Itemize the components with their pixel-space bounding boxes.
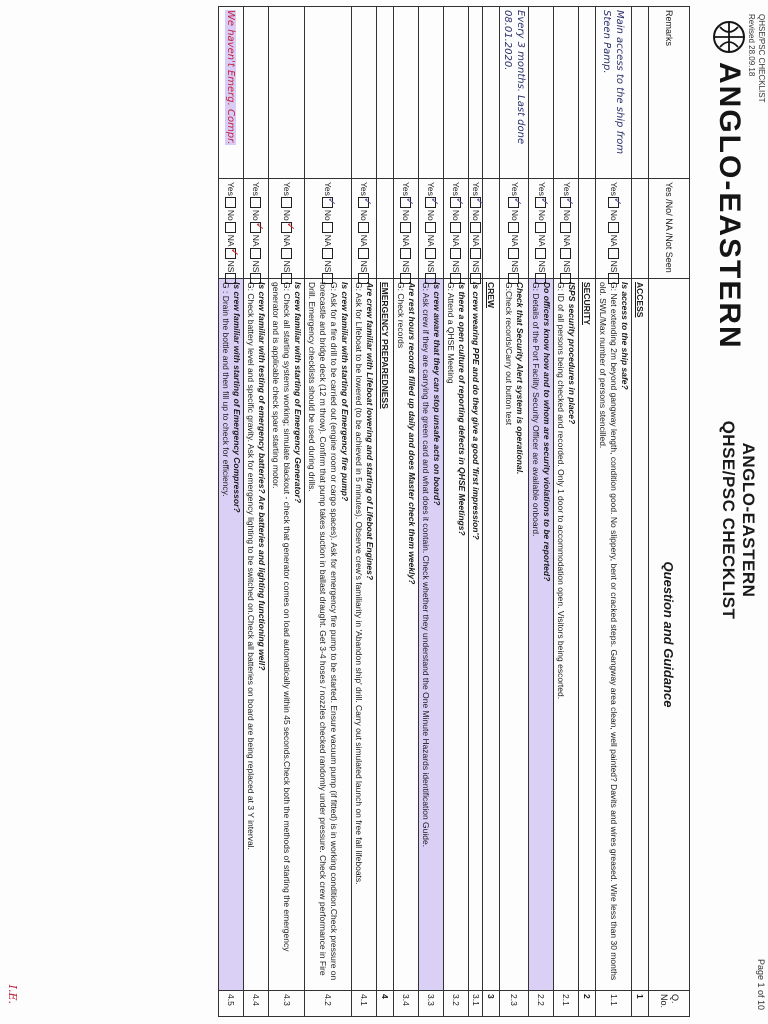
ns-label: NS (471, 260, 481, 273)
no-label: No (401, 209, 412, 221)
na-label: NA (451, 234, 462, 247)
yes-label: Yes (359, 182, 370, 196)
no-label: No (426, 209, 437, 221)
na-label: NA (536, 234, 547, 247)
question-number: 4.2 (304, 991, 351, 1017)
footer-doc-info (746, 14, 766, 102)
question-title: Do officers know how and to whom are security violations to be reported? (542, 282, 552, 582)
question-guidance: G: Ask for a fire drill to be carried out (engine room or cargo spaces). Ask for emergency fire pump to be started. Ensure vacuum pump (if fitted) is in working condition.Check pressure on forecastle and bridge deck (12 m throw). Confirm that pump takes suction in ballast draught. Get 3-4 hoses / nozzles checked randomly under pressure. Check crew performance in Fire Drill. Emergency checklists should be used during drills. (306, 282, 339, 981)
question-guidance: G: Check battery level and specific gravity. Ask for emergency lighting to be switched on.Check all batteries on board are being replaced at 3 Y interval. (245, 282, 256, 850)
question-row (468, 7, 482, 1017)
question-row (529, 7, 554, 1017)
no-checkbox[interactable] (225, 222, 236, 233)
remarks-cell[interactable] (554, 7, 579, 179)
ns-label: NS (226, 260, 237, 273)
no-checkbox[interactable] (358, 222, 369, 233)
remarks-cell[interactable] (218, 7, 243, 179)
no-checkbox[interactable] (281, 222, 292, 233)
question-cell (443, 279, 468, 991)
question-title: Is crew familiar with testing of emergency batteries? Are batteries and lighting functioning well? (256, 282, 267, 671)
question-row (304, 7, 351, 1017)
section-number: 3 (483, 991, 500, 1017)
remarks-cell[interactable] (443, 7, 468, 179)
no-label: No (323, 209, 334, 221)
na-label: NA (359, 234, 370, 247)
checklist-body (218, 7, 648, 1017)
yes-checkbox[interactable] (250, 197, 261, 208)
question-header: Question and Guidance (649, 279, 690, 991)
answer-cell (529, 179, 554, 279)
question-row (500, 7, 529, 1017)
inspector-signature: I.E. (6, 984, 19, 1004)
na-checkbox[interactable] (560, 248, 571, 259)
answer-cell (443, 179, 468, 279)
question-number: 4.1 (351, 991, 376, 1017)
checklist-table (218, 6, 690, 1017)
no-label: No (359, 209, 370, 221)
ns-checkbox[interactable] (560, 273, 571, 284)
ns-checkbox[interactable] (358, 273, 369, 284)
globe-logo-icon (712, 20, 746, 54)
yes-checkbox[interactable] (535, 197, 546, 208)
question-title: Is crew familiar with starting of Emergency fire pump? (339, 282, 350, 502)
answer-cell (268, 179, 304, 279)
yes-label: Yes (401, 182, 412, 196)
answer-cell (351, 179, 376, 279)
no-label: No (451, 209, 462, 221)
brand-name: ANGLO-EASTERN (713, 62, 746, 350)
no-label: No (471, 209, 481, 221)
section-name: ACCESS (632, 279, 649, 991)
answer-cell (393, 179, 418, 279)
ns-label: NS (281, 260, 292, 273)
question-guidance: G: Net extending 2m beyond gangway length, condition good. No slippery, bent or cracked steps. Gangway area clean, well painted? Davits and wires greased. Wire less than 30 months old. SWL/Max number of persons stencilled. (598, 282, 619, 981)
yes-checkbox[interactable] (560, 197, 571, 208)
ns-checkbox[interactable] (608, 273, 619, 284)
yes-checkbox[interactable] (470, 197, 481, 208)
section-answer-cell (483, 179, 500, 279)
no-checkbox[interactable] (450, 222, 461, 233)
question-number: 2.1 (554, 991, 579, 1017)
na-checkbox[interactable] (400, 248, 411, 259)
remarks-cell[interactable] (268, 7, 304, 179)
title-company: ANGLO-EASTERN (739, 442, 758, 598)
no-checkbox[interactable] (470, 222, 481, 233)
na-checkbox[interactable] (425, 248, 436, 259)
remarks-cell[interactable] (418, 7, 443, 179)
section-name: EMERGENCY PREPAREDNESS (376, 279, 393, 991)
ns-label: NS (609, 260, 620, 273)
na-checkbox[interactable] (250, 248, 261, 259)
yes-checkbox[interactable] (425, 197, 436, 208)
question-row (218, 7, 243, 1017)
question-number: 3.3 (418, 991, 443, 1017)
question-number: 2.3 (500, 991, 529, 1017)
ns-label: NS (323, 260, 334, 273)
question-row (393, 7, 418, 1017)
answer-cell (596, 179, 632, 279)
no-checkbox[interactable] (400, 222, 411, 233)
question-guidance: G: Check records (395, 282, 406, 349)
question-cell (554, 279, 579, 991)
ns-checkbox[interactable] (322, 273, 333, 284)
question-title: ISPS security procedures in place? (567, 282, 577, 425)
section-row (376, 7, 393, 1017)
section-row (579, 7, 596, 1017)
na-checkbox[interactable] (470, 248, 481, 259)
yes-checkbox[interactable] (358, 197, 369, 208)
remarks-cell[interactable] (468, 7, 482, 179)
ns-label: NS (251, 260, 262, 273)
no-label: No (251, 209, 262, 221)
answer-header: Yes /No/ NA /Not Seen (649, 179, 690, 279)
ns-checkbox[interactable] (450, 273, 461, 284)
no-label: No (509, 209, 520, 221)
answer-cell (468, 179, 482, 279)
ns-checkbox[interactable] (400, 273, 411, 284)
question-guidance: G: ID of all persons being checked and recorded. Only 1 door to accommodation open. Visitors being escorted. (556, 282, 566, 700)
remarks-cell[interactable] (500, 7, 529, 179)
section-number: 4 (376, 991, 393, 1017)
question-cell (351, 279, 376, 991)
answer-cell (304, 179, 351, 279)
ns-checkbox[interactable] (281, 273, 292, 284)
no-checkbox[interactable] (322, 222, 333, 233)
na-checkbox[interactable] (450, 248, 461, 259)
question-row (243, 7, 268, 1017)
na-checkbox[interactable] (608, 248, 619, 259)
remarks-cell[interactable] (304, 7, 351, 179)
na-checkbox[interactable] (358, 248, 369, 259)
question-row (351, 7, 376, 1017)
remarks-cell[interactable] (529, 7, 554, 179)
yes-label: Yes (609, 182, 620, 196)
yes-checkbox[interactable] (322, 197, 333, 208)
na-label: NA (561, 234, 572, 247)
section-number: 1 (632, 991, 649, 1017)
question-guidance: G: Attend a QHSE Meeting (445, 282, 456, 384)
question-cell (218, 279, 243, 991)
yes-label: Yes (536, 182, 547, 196)
yes-label: Yes (426, 182, 437, 196)
ns-checkbox[interactable] (425, 273, 436, 284)
na-checkbox[interactable] (281, 248, 292, 259)
question-row (443, 7, 468, 1017)
remarks-cell[interactable] (393, 7, 418, 179)
no-label: No (561, 209, 572, 221)
section-answer-cell (376, 179, 393, 279)
no-checkbox[interactable] (560, 222, 571, 233)
no-label: No (281, 209, 292, 221)
question-cell (304, 279, 351, 991)
question-number: 4.3 (268, 991, 304, 1017)
ns-label: NS (509, 260, 520, 273)
na-checkbox[interactable] (225, 248, 236, 259)
answer-cell (500, 179, 529, 279)
section-remarks-cell (632, 7, 649, 179)
question-cell (393, 279, 418, 991)
yes-label: Yes (509, 182, 520, 196)
footer-page-number: Page 1 of 10 (756, 958, 766, 1010)
question-number: 4.5 (218, 991, 243, 1017)
section-row (632, 7, 649, 1017)
ns-label: NS (401, 260, 412, 273)
question-cell (500, 279, 529, 991)
yes-label: Yes (226, 182, 237, 196)
question-number: 3.2 (443, 991, 468, 1017)
ns-label: NS (359, 260, 370, 273)
footer-revision: Revised 28.09.18 (747, 14, 756, 77)
yes-label: Yes (451, 182, 462, 196)
no-label: No (536, 209, 547, 221)
question-guidance: G : Drain the bottle and then fill up to check for efficiency. (220, 282, 231, 497)
yes-label: Yes (323, 182, 334, 196)
ns-checkbox[interactable] (250, 273, 261, 284)
question-number: 3.1 (468, 991, 482, 1017)
section-answer-cell (632, 179, 649, 279)
question-cell (243, 279, 268, 991)
yes-checkbox[interactable] (225, 197, 236, 208)
question-title: Is crew familiar with starting of Emergency Generator? (292, 282, 303, 504)
remarks-text: We haven't Emerg. Compr. (225, 10, 237, 145)
na-checkbox[interactable] (535, 248, 546, 259)
question-cell (468, 279, 482, 991)
yes-checkbox[interactable] (508, 197, 519, 208)
no-checkbox[interactable] (508, 222, 519, 233)
na-label: NA (323, 234, 334, 247)
yes-checkbox[interactable] (400, 197, 411, 208)
na-label: NA (401, 234, 412, 247)
question-title: Is crew wearing PPE and do they give a good 'first impression'? (470, 282, 481, 540)
question-title: Check that Security Alert system is operational. (515, 282, 525, 475)
table-header-row (649, 7, 690, 1017)
question-title: Is crew aware that they can stop unsafe acts on board? (431, 282, 442, 506)
question-title: Are rest hours records filled up daily and does Master check them weekly? (406, 282, 417, 585)
question-guidance: G: Check all starting systems working; simulate blackout - check that generator comes on load automatically within 45 seconds.Check both the methods of starting the emergency generator and is applicable check spare starting motor. (270, 282, 292, 952)
no-checkbox[interactable] (425, 222, 436, 233)
question-guidance: G: Details of the Port Facility Security Officer are available onboard. (531, 282, 541, 537)
no-checkbox[interactable] (535, 222, 546, 233)
answer-cell (243, 179, 268, 279)
ns-checkbox[interactable] (535, 273, 546, 284)
number-header: Q. No. (649, 991, 690, 1017)
na-label: NA (281, 234, 292, 247)
na-label: NA (251, 234, 262, 247)
no-label: No (226, 209, 237, 221)
answer-cell (218, 179, 243, 279)
section-remarks-cell (376, 7, 393, 179)
section-row (483, 7, 500, 1017)
question-number: 4.4 (243, 991, 268, 1017)
question-guidance: G: Ask crew if they are carrying the green card and what does it contain. Check whether they understand the One Minute Hazards identification Guide. (420, 282, 431, 848)
section-number: 2 (579, 991, 596, 1017)
section-remarks-cell (483, 7, 500, 179)
section-name: CREW (483, 279, 500, 991)
answer-cell (554, 179, 579, 279)
remarks-header: Remarks (649, 7, 690, 179)
yes-label: Yes (281, 182, 292, 196)
footer-doc-name: QHSE/PSC CHECKLIST (757, 14, 766, 103)
question-cell (529, 279, 554, 991)
section-remarks-cell (579, 7, 596, 179)
section-answer-cell (579, 179, 596, 279)
yes-label: Yes (561, 182, 572, 196)
na-label: NA (509, 234, 520, 247)
question-guidance: G:Check records/Carry out button test (504, 282, 514, 426)
na-checkbox[interactable] (508, 248, 519, 259)
yes-checkbox[interactable] (281, 197, 292, 208)
question-cell (268, 279, 304, 991)
question-title: Is crew familiar with starting of Emergency Compressor? (231, 282, 242, 513)
question-guidance: G: Ask for Lifeboat to be lowered (to be achieved in 5 minutes). Observe crew's familiarity in 'Abandon ship' drill. Carry out simulated launch on free fall lifeboats. (353, 282, 364, 885)
yes-checkbox[interactable] (450, 197, 461, 208)
yes-label: Yes (471, 182, 481, 196)
na-label: NA (226, 234, 237, 247)
ns-label: NS (426, 260, 437, 273)
remarks-cell[interactable] (351, 7, 376, 179)
remarks-cell[interactable] (596, 7, 632, 179)
title-checklist: QHSE/PSC CHECKLIST (719, 420, 738, 620)
na-label: NA (426, 234, 437, 247)
question-title: Is there a open culture of reporting defects in QHSE Meetings? (456, 282, 467, 536)
ns-checkbox[interactable] (225, 273, 236, 284)
no-checkbox[interactable] (608, 222, 619, 233)
ns-checkbox[interactable] (508, 273, 519, 284)
question-number: 3.4 (393, 991, 418, 1017)
na-label: NA (471, 234, 481, 247)
yes-label: Yes (251, 182, 262, 196)
remarks-text: Main access to the ship from Steen Pamp. (601, 10, 626, 155)
answer-cell (418, 179, 443, 279)
question-number: 1.1 (596, 991, 632, 1017)
brand-logo (712, 20, 746, 350)
document-title (718, 330, 758, 710)
na-checkbox[interactable] (322, 248, 333, 259)
question-row (596, 7, 632, 1017)
yes-checkbox[interactable] (608, 197, 619, 208)
question-row (268, 7, 304, 1017)
ns-label: NS (451, 260, 462, 273)
question-title: Is access to the ship safe? (620, 282, 630, 390)
question-row (418, 7, 443, 1017)
question-number: 2.2 (529, 991, 554, 1017)
na-label: NA (609, 234, 620, 247)
ns-label: NS (561, 260, 572, 273)
question-title: Are crew familiar with Lifeboat lowering and starting of Lifeboat Engines? (364, 282, 375, 581)
ns-label: NS (536, 260, 547, 273)
section-name: SECURITY (579, 279, 596, 991)
no-label: No (609, 209, 620, 221)
remarks-cell[interactable] (243, 7, 268, 179)
no-checkbox[interactable] (250, 222, 261, 233)
question-row (554, 7, 579, 1017)
ns-checkbox[interactable] (470, 273, 481, 284)
remarks-text: Every 3 months. Last done 08.01.2020. (502, 10, 526, 145)
question-cell (596, 279, 632, 991)
question-cell (418, 279, 443, 991)
